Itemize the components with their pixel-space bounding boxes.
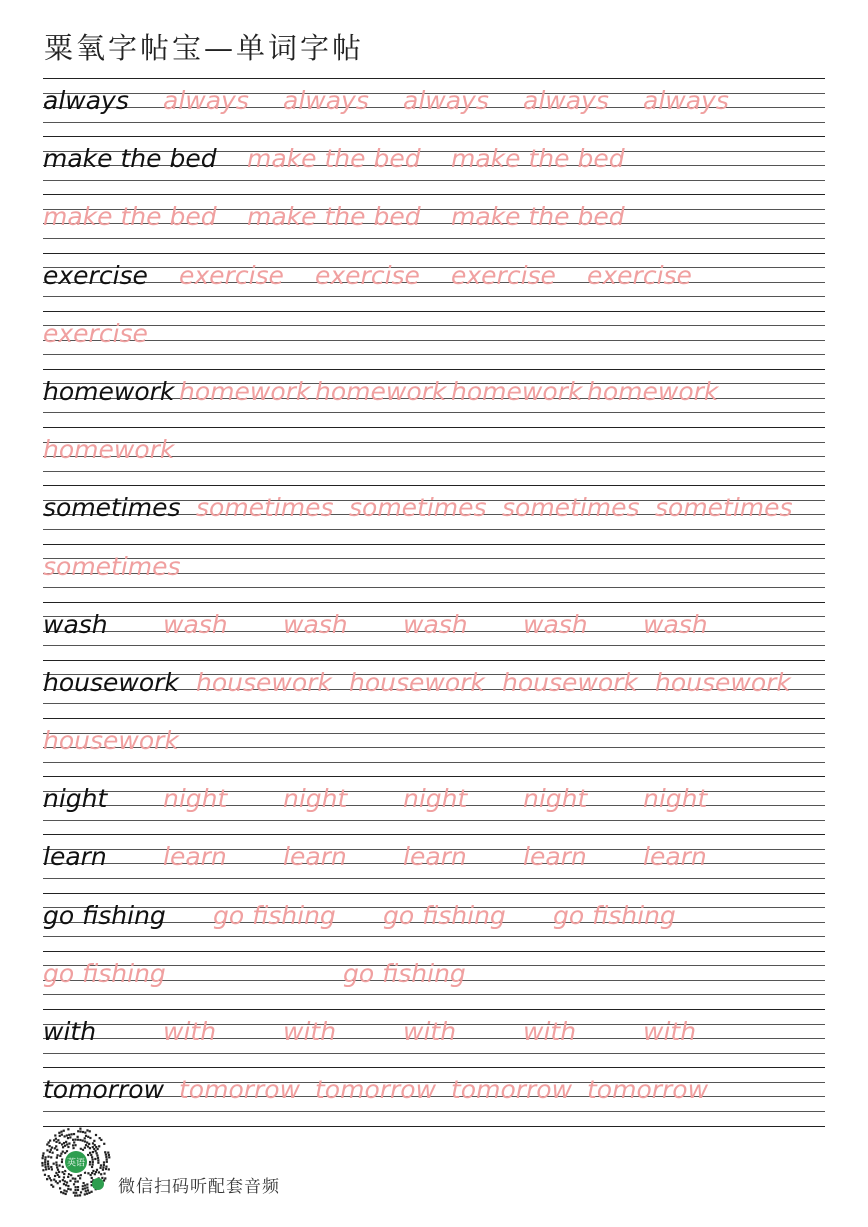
- trace-word: with: [163, 1017, 217, 1046]
- ruling-line: [43, 471, 825, 472]
- trace-word: make the bed: [451, 202, 625, 232]
- trace-word: with: [403, 1017, 457, 1046]
- trace-word: tomorrow: [315, 1075, 437, 1105]
- trace-word: homework: [179, 376, 311, 406]
- ruling-line: [43, 194, 825, 195]
- ruling-line: [43, 762, 825, 763]
- practice-sheet: [43, 78, 825, 1125]
- model-word: with: [43, 1017, 97, 1046]
- word-line: [43, 256, 825, 296]
- trace-word: sometimes: [43, 551, 181, 581]
- trace-word: always: [523, 86, 609, 115]
- word-line: [43, 1070, 825, 1110]
- trace-word: learn: [403, 842, 467, 872]
- ruling-line: [43, 834, 825, 835]
- model-word: night: [43, 784, 108, 814]
- practice-row: [43, 1067, 825, 1125]
- ruling-line: [43, 369, 825, 370]
- trace-word: make the bed: [43, 202, 217, 232]
- ruling-line: [43, 427, 825, 428]
- trace-word: learn: [163, 842, 227, 872]
- trace-word: exercise: [179, 260, 284, 290]
- trace-word: housework: [196, 667, 332, 697]
- trace-word: exercise: [587, 260, 692, 290]
- ruling-line: [43, 238, 825, 239]
- word-line: [43, 605, 825, 645]
- word-line: [43, 197, 825, 237]
- ruling-line: [43, 180, 825, 181]
- trace-word: sometimes: [655, 493, 793, 523]
- trace-word: always: [283, 86, 369, 115]
- word-line: [43, 81, 825, 121]
- word-line: [43, 139, 825, 179]
- trace-word: go fishing: [553, 900, 676, 930]
- trace-word: learn: [523, 842, 587, 872]
- audio-footer: [40, 1126, 340, 1198]
- word-line: [43, 663, 825, 703]
- trace-word: go fishing: [43, 958, 166, 988]
- ruling-line: [43, 296, 825, 297]
- trace-word: exercise: [315, 260, 420, 290]
- word-line: [43, 896, 825, 936]
- ruling-line: [43, 587, 825, 588]
- trace-word: tomorrow: [451, 1075, 573, 1105]
- trace-word: homework: [451, 376, 583, 406]
- trace-word: sometimes: [196, 493, 334, 523]
- practice-row: [43, 78, 825, 136]
- trace-word: tomorrow: [179, 1075, 301, 1105]
- model-word: make the bed: [43, 144, 217, 174]
- word-line: [43, 314, 825, 354]
- model-word: wash: [43, 609, 108, 639]
- trace-word: with: [523, 1017, 577, 1046]
- trace-word: make the bed: [247, 202, 421, 232]
- trace-word: learn: [643, 842, 707, 872]
- ruling-line: [43, 660, 825, 661]
- model-word: exercise: [43, 260, 148, 290]
- ruling-line: [43, 354, 825, 355]
- ruling-line: [43, 820, 825, 821]
- trace-word: homework: [587, 376, 719, 406]
- practice-row: [43, 1009, 825, 1067]
- model-word: always: [43, 86, 129, 115]
- word-line: [43, 430, 825, 470]
- trace-word: make the bed: [451, 144, 625, 174]
- word-line: [43, 1012, 825, 1052]
- trace-word: go fishing: [383, 900, 506, 930]
- practice-row: [43, 369, 825, 427]
- trace-word: with: [283, 1017, 337, 1046]
- trace-word: go fishing: [343, 958, 466, 988]
- trace-word: make the bed: [247, 144, 421, 174]
- scan-hint: 微信扫码听配套音频: [118, 1177, 280, 1197]
- trace-word: sometimes: [349, 493, 487, 523]
- model-word: homework: [43, 376, 175, 406]
- trace-word: wash: [643, 609, 708, 639]
- practice-row: [43, 136, 825, 194]
- practice-row: [43, 893, 825, 951]
- trace-word: homework: [315, 376, 447, 406]
- trace-word: learn: [283, 842, 347, 872]
- ruling-line: [43, 311, 825, 312]
- ruling-line: [43, 78, 825, 79]
- ruling-line: [43, 878, 825, 879]
- ruling-line: [43, 776, 825, 777]
- ruling-line: [43, 1053, 825, 1054]
- practice-row: [43, 660, 825, 718]
- trace-word: wash: [163, 609, 228, 639]
- word-line: [43, 488, 825, 528]
- word-line: [43, 547, 825, 587]
- word-line: [43, 779, 825, 819]
- ruling-line: [43, 412, 825, 413]
- ruling-line: [43, 951, 825, 952]
- ruling-line: [43, 718, 825, 719]
- trace-word: housework: [655, 667, 791, 697]
- ruling-line: [43, 994, 825, 995]
- model-word: housework: [43, 667, 179, 697]
- practice-row: [43, 602, 825, 660]
- trace-word: night: [523, 784, 588, 814]
- trace-word: with: [643, 1017, 697, 1046]
- word-line: [43, 954, 825, 994]
- trace-word: night: [283, 784, 348, 814]
- ruling-line: [43, 1111, 825, 1112]
- trace-word: housework: [502, 667, 638, 697]
- ruling-line: [43, 122, 825, 123]
- ruling-line: [43, 485, 825, 486]
- model-word: go fishing: [43, 900, 166, 930]
- word-line: [43, 721, 825, 761]
- trace-word: go fishing: [213, 900, 336, 930]
- practice-row: [43, 718, 825, 776]
- trace-word: exercise: [43, 318, 148, 348]
- practice-row: [43, 544, 825, 602]
- qr-badge-label: 英语: [66, 1158, 86, 1169]
- model-word: sometimes: [43, 493, 181, 523]
- word-line: [43, 372, 825, 412]
- practice-row: [43, 834, 825, 892]
- ruling-line: [43, 936, 825, 937]
- trace-word: housework: [349, 667, 485, 697]
- practice-row: [43, 311, 825, 369]
- trace-word: tomorrow: [587, 1075, 709, 1105]
- trace-word: housework: [43, 726, 179, 756]
- ruling-line: [43, 893, 825, 894]
- trace-word: exercise: [451, 260, 556, 290]
- ruling-line: [43, 136, 825, 137]
- practice-row: [43, 951, 825, 1009]
- trace-word: always: [403, 86, 489, 115]
- ruling-line: [43, 602, 825, 603]
- practice-row: [43, 485, 825, 543]
- trace-word: always: [163, 86, 249, 115]
- practice-row: [43, 427, 825, 485]
- qr-code-icon[interactable]: [40, 1126, 112, 1198]
- trace-word: wash: [523, 609, 588, 639]
- model-word: tomorrow: [43, 1075, 165, 1105]
- model-word: learn: [43, 842, 107, 872]
- practice-row: [43, 776, 825, 834]
- trace-word: night: [403, 784, 468, 814]
- word-line: [43, 837, 825, 877]
- page-title: 粟氧字帖宝—单词字帖: [44, 31, 365, 65]
- trace-word: wash: [283, 609, 348, 639]
- ruling-line: [43, 529, 825, 530]
- practice-row: [43, 194, 825, 252]
- ruling-line: [43, 645, 825, 646]
- trace-word: homework: [43, 435, 175, 465]
- ruling-line: [43, 544, 825, 545]
- trace-word: sometimes: [502, 493, 640, 523]
- ruling-line: [43, 253, 825, 254]
- trace-word: night: [163, 784, 228, 814]
- ruling-line: [43, 703, 825, 704]
- ruling-line: [43, 1067, 825, 1068]
- trace-word: wash: [403, 609, 468, 639]
- ruling-line: [43, 1009, 825, 1010]
- trace-word: always: [643, 86, 729, 115]
- practice-row: [43, 253, 825, 311]
- trace-word: night: [643, 784, 708, 814]
